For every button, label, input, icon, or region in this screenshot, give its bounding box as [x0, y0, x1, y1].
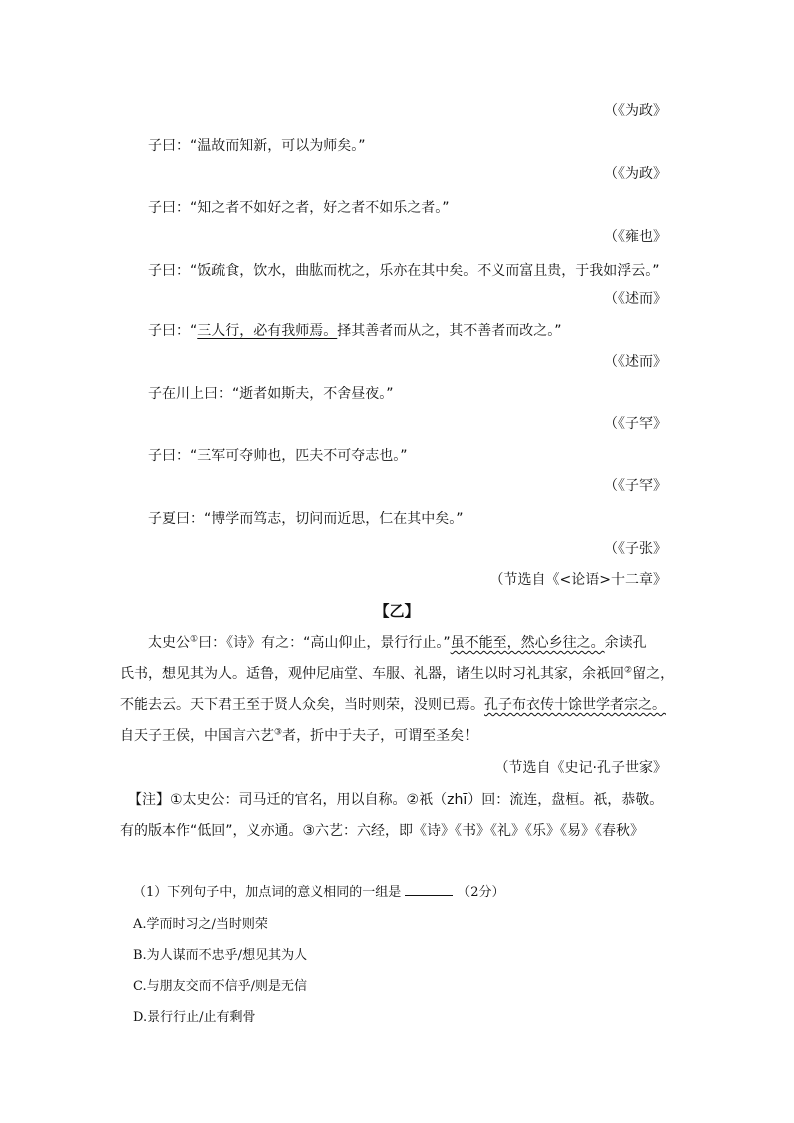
passage-line: [120, 664, 674, 684]
quote-line: [148, 321, 562, 341]
source-label: （《述而》: [604, 291, 667, 307]
passage-text: 者，折中于夫子，可谓至圣矣！: [282, 728, 479, 744]
notes-line: 有的版本作“低回”，义亦通。③六艺：六经，即《诗》《书》《礼》《乐》《易》《春秋》: [120, 823, 645, 839]
passage-text: 曰：《诗》有之：“高山仰止，景行行止。”: [198, 635, 451, 651]
answer-blank[interactable]: [405, 883, 453, 896]
passage-text: 自天子王侯，中国言六艺: [120, 728, 274, 744]
option-d: D.景行行止/止有剩骨: [133, 1010, 256, 1025]
note-marker: ②: [624, 665, 633, 676]
quote-line: 子曰：“三军可夺帅也，匹夫不可夺志也。”: [148, 448, 408, 464]
source-label: （《子张》: [604, 541, 667, 557]
source-label: （《子罕》: [604, 416, 667, 432]
passage-line: [148, 633, 647, 653]
question-stem: [133, 883, 505, 903]
quote-line: 子夏曰：“博学而笃志，切问而近思，仁在其中矣。”: [148, 511, 464, 527]
passage-line: [120, 695, 666, 715]
quote-line: 子曰：“饭疏食，饮水，曲肱而枕之，乐亦在其中矣。不义而富且贵，于我如浮云。”: [148, 263, 660, 279]
source-label: （《雍也》: [604, 229, 667, 245]
question-text: （1）下列句子中，加点词的意义相同的一组是: [133, 885, 402, 900]
quote-line: 子在川上曰：“逝者如斯夫，不舍昼夜。”: [148, 386, 394, 402]
wavy-underlined-sentence: 虽不能至，然心乡往之。: [450, 635, 605, 651]
option-a: A.学而时习之/当时则荣: [133, 917, 268, 932]
quote-line: 子曰：“知之者不如好之者，好之者不如乐之者。”: [148, 200, 450, 216]
quote-prefix: 子曰：“: [148, 323, 198, 339]
option-b: B.为人谋而不忠乎/想见其为人: [133, 948, 308, 963]
passage-text: 太史公: [148, 635, 190, 651]
note-marker: ③: [274, 727, 283, 738]
quote-suffix: 择其善者而从之，其不善者而改之。”: [337, 323, 562, 339]
notes-line: 【注】①太史公：司马迁的官名，用以自称。②祇（zhī）回：流连，盘桓。祇，恭敬。: [128, 792, 664, 808]
section-heading: 【乙】: [374, 602, 420, 620]
passage-text: 余读孔: [604, 635, 647, 651]
passage-line: [120, 726, 478, 746]
citation: （节选自《<论语>十二章》: [489, 572, 667, 588]
source-label: （《述而》: [604, 354, 667, 370]
wavy-underlined-sentence: 孔子布衣传十馀世学者宗之。: [484, 697, 666, 713]
option-c: C.与朋友交而不信乎/则是无信: [133, 979, 307, 994]
question-points: （2分）: [457, 885, 505, 900]
quote-line: 子曰：“温故而知新，可以为师矣。”: [148, 138, 366, 154]
citation: （节选自《史记·孔子世家》: [494, 760, 667, 776]
source-label: （《为政》: [604, 166, 667, 182]
underlined-sentence: 三人行，必有我师焉。: [197, 323, 338, 339]
passage-text: 留之，: [632, 666, 675, 682]
source-label: （《为政》: [604, 103, 667, 119]
source-label: （《子罕》: [604, 478, 667, 494]
passage-text: 氏书，想见其为人。适鲁，观仲尼庙堂、车服、礼器，诸生以时习礼其家，余祇回: [120, 666, 624, 682]
note-marker: ①: [190, 634, 199, 645]
passage-text: 不能去云。天下君王至于贤人众矣，当时则荣，没则已焉。: [120, 697, 484, 713]
